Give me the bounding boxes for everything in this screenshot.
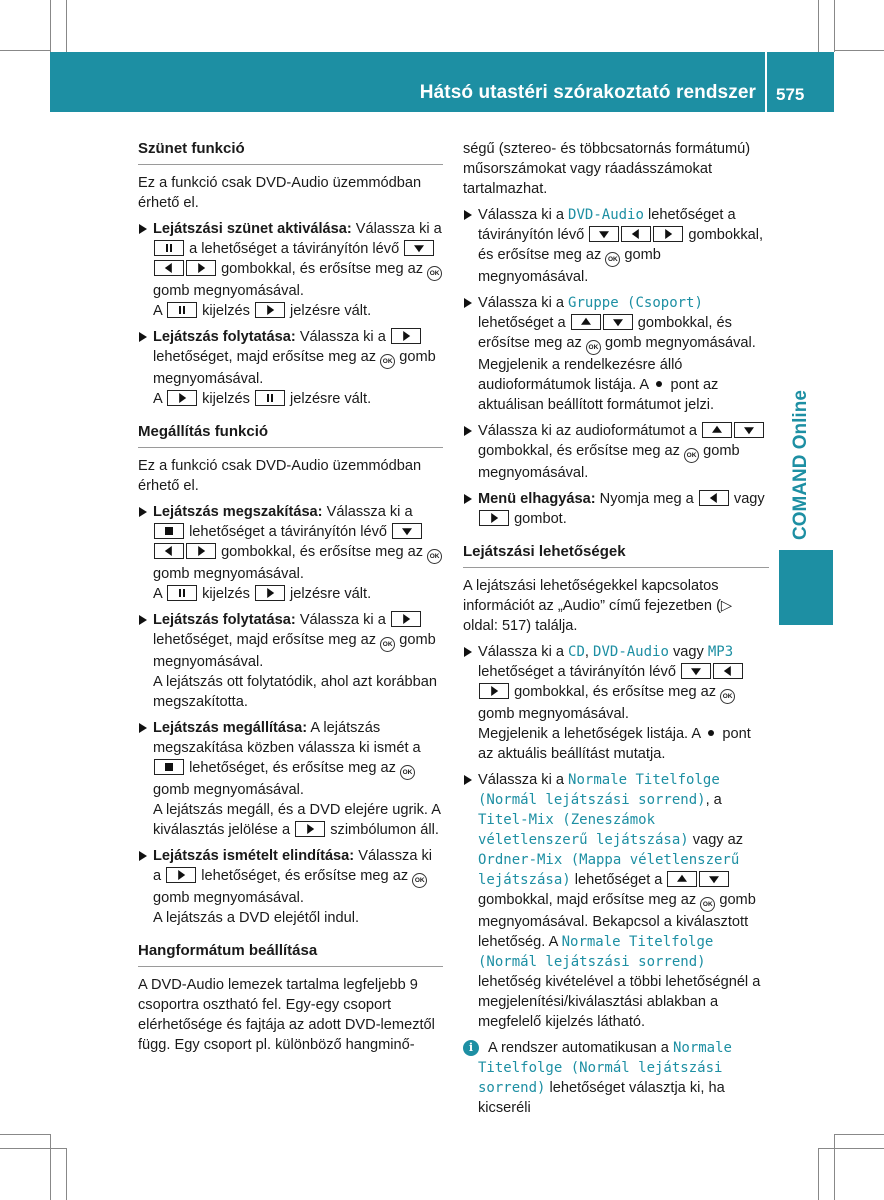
text: A: [153, 586, 162, 602]
menu-option: CD: [568, 644, 585, 660]
list-item: [138, 219, 443, 321]
text: jelzésre vált.: [290, 391, 372, 407]
ok-button-icon: OK: [412, 873, 427, 888]
right-column: [463, 139, 769, 1118]
text: gomb megnyomásával.: [153, 632, 436, 670]
text: Nyomja meg a: [599, 491, 694, 507]
list-item: [463, 421, 769, 483]
right-arrow-icon: [479, 683, 509, 699]
text: A rendszer automatikusan a: [488, 1040, 669, 1056]
section-intro: Ez a funkció csak DVD-Audio üzemmódban érhető el.: [138, 458, 422, 494]
crop-mark: [818, 1148, 819, 1200]
text: lehetőséget a: [574, 872, 663, 888]
text: gombokkal, majd erősítse meg az: [478, 892, 697, 908]
text: Válassza ki a: [299, 612, 386, 628]
right-arrow-icon: [653, 226, 683, 242]
text: lehetőséget a távirányítón lévő: [189, 524, 388, 540]
text: lehetőséget a távirányítón lévő: [478, 664, 676, 680]
pause-icon: [167, 585, 197, 601]
bullet-dot-icon: [656, 381, 662, 387]
text: gombokkal, és erősítse meg az: [221, 544, 424, 560]
pause-icon: [154, 240, 184, 256]
list-item: [138, 610, 443, 712]
menu-option: MP3: [707, 644, 734, 660]
text: A lejátszás ott folytatódik, ahol azt korábban megszakította.: [153, 674, 437, 710]
list-item: [463, 642, 769, 764]
list-item: [138, 846, 443, 928]
text: vagy az: [692, 832, 744, 848]
text: gomb megnyomásával.: [153, 566, 304, 582]
ok-button-icon: OK: [427, 549, 442, 564]
text: gombokkal, és erősítse meg az: [478, 227, 764, 263]
text: lehetőséget, és erősítse meg az: [189, 760, 396, 776]
text: Válassza ki a: [478, 644, 564, 660]
play-icon: [167, 390, 197, 406]
ok-button-icon: OK: [427, 266, 442, 281]
left-column: [138, 139, 443, 1061]
text: kijelzés: [202, 586, 250, 602]
text: Válassza ki az audioformátumot a: [478, 423, 698, 439]
section-intro: Ez a funkció csak DVD-Audio üzemmódban érhető el.: [138, 175, 422, 211]
text: gomb megnyomásával.: [604, 335, 756, 351]
text: lehetőséget, majd erősítse meg az: [153, 349, 377, 365]
up-arrow-icon: [702, 422, 732, 438]
text: Válassza ki a: [478, 295, 564, 311]
down-arrow-icon: [392, 523, 422, 539]
text: gombokkal, és erősítse meg az: [478, 315, 732, 351]
text: lehetőséget a távirányítón lévő: [478, 207, 736, 243]
menu-option: Ordner-Mix (Mappa véletlenszerű lejátszása): [478, 852, 740, 888]
text: lehetőséget, és erősítse meg az: [201, 868, 409, 884]
text: kijelzés: [202, 303, 250, 319]
text: Válassza ki a: [478, 772, 564, 788]
text: Megjelenik a lehetőségek listája. A: [478, 726, 701, 742]
text: pont az aktuálisan beállított formátumot jelzi.: [478, 377, 719, 413]
right-arrow-icon: [479, 510, 509, 526]
down-arrow-icon: [681, 663, 711, 679]
text: gombokkal, és erősítse meg az: [221, 261, 424, 277]
crop-mark: [818, 0, 819, 52]
text: szimbólumon áll.: [330, 822, 439, 838]
bullet-dot-icon: [708, 730, 714, 736]
crop-mark: [0, 50, 50, 51]
text: A lejátszás a DVD elejétől indul.: [153, 910, 360, 926]
ok-button-icon: OK: [720, 689, 735, 704]
ok-button-icon: OK: [586, 340, 601, 355]
text: gomb megnyomásával.: [478, 706, 629, 722]
section-title: Megállítás funkció: [138, 422, 443, 448]
side-chapter-label: COMAND Online: [790, 390, 811, 540]
item-label: Lejátszás folytatása:: [153, 612, 296, 628]
list-item: [463, 489, 769, 529]
crop-mark: [834, 50, 884, 51]
text: Bekapcsol a kiválasztott lehetőség. A: [478, 914, 749, 950]
right-arrow-icon: [186, 543, 216, 559]
left-arrow-icon: [154, 543, 184, 559]
play-icon: [255, 302, 285, 318]
text: lehetőség kivételével a többi lehetőségnél a megjelenítési/kiválasztási ablakban a megfelelő kijelzés látható.: [478, 974, 761, 1030]
up-arrow-icon: [571, 314, 601, 330]
list-item: [138, 502, 443, 604]
text: , a: [705, 792, 722, 808]
play-icon: [391, 328, 421, 344]
down-arrow-icon: [404, 240, 434, 256]
ok-button-icon: OK: [684, 448, 699, 463]
text: gombokkal, és erősítse meg az: [514, 684, 717, 700]
list-item: [463, 770, 769, 1032]
side-thumb-tab: [779, 550, 833, 625]
crop-mark: [834, 1134, 835, 1200]
back-arrow-icon: [699, 490, 729, 506]
item-label: Lejátszás megszakítása:: [153, 504, 323, 520]
left-arrow-icon: [154, 260, 184, 276]
list-item: [138, 718, 443, 840]
stop-icon: [154, 523, 184, 539]
text: gomb megnyomásával.: [478, 247, 661, 285]
ok-button-icon: OK: [400, 765, 415, 780]
section-title: Szünet funkció: [138, 139, 443, 165]
text: gomb megnyomásával.: [478, 892, 756, 930]
text: A lejátszás megszakítása közben válassza ki ismét a: [153, 720, 421, 756]
crop-mark: [818, 1148, 884, 1149]
page-number: 575: [776, 85, 805, 104]
play-icon: [391, 611, 421, 627]
section-intro: A lejátszási lehetőségekkel kapcsolatos információt az „Audio” című fejezetben (▷ oldal: 517) találja.: [463, 578, 733, 634]
right-arrow-icon: [186, 260, 216, 276]
text: Válassza ki a: [153, 848, 433, 884]
crop-mark: [0, 1148, 66, 1149]
up-arrow-icon: [667, 871, 697, 887]
menu-option: DVD-Audio: [593, 644, 669, 660]
text: kijelzés: [202, 391, 250, 407]
text: gomb megnyomásával.: [153, 283, 304, 299]
section-title: Lejátszási lehetőségek: [463, 542, 769, 568]
menu-option: Gruppe (Csoport): [568, 295, 703, 311]
list-item: [138, 327, 443, 409]
menu-option: Normale Titelfolge (Normál lejátszási sorrend): [478, 934, 714, 970]
text: ,: [584, 644, 589, 660]
text: A: [153, 303, 162, 319]
text: gomb megnyomásával.: [478, 443, 740, 481]
pause-icon: [167, 302, 197, 318]
text: gomb megnyomásával.: [153, 890, 304, 906]
text: jelzésre vált.: [290, 303, 372, 319]
item-label: Lejátszási szünet aktiválása:: [153, 221, 352, 237]
text: jelzésre vált.: [290, 586, 372, 602]
left-arrow-icon: [621, 226, 651, 242]
text: gomb megnyomásával.: [153, 782, 304, 798]
crop-mark: [0, 1134, 50, 1135]
pause-icon: [255, 390, 285, 406]
section-intro: A DVD-Audio lemezek tartalma legfeljebb 9 csoportra osztható fel. Egy-egy csoport elérhetősége és fajtája az adott DVD-lemeztől függ. Egy csoport pl. különböző hangminő-: [138, 977, 435, 1053]
ok-button-icon: OK: [700, 897, 715, 912]
menu-option: Normale Titelfolge (Normál lejátszási sorrend): [478, 1040, 732, 1096]
menu-option: Normale Titelfolge (Normál lejátszási sorrend): [478, 772, 720, 808]
crop-mark: [50, 0, 51, 52]
crop-mark: [834, 1134, 884, 1135]
menu-option: Titel-Mix (Zeneszámok véletlenszerű lejátszása): [478, 812, 689, 848]
text: gomb megnyomásával.: [153, 349, 436, 387]
info-note: [463, 1038, 769, 1118]
ok-button-icon: OK: [380, 637, 395, 652]
text: vagy: [733, 491, 765, 507]
page-header-title: Hátsó utastéri szórakoztató rendszer: [419, 82, 756, 103]
item-label: Lejátszás folytatása:: [153, 329, 296, 345]
text: Megjelenik a rendelkezésre álló audioformátumok listája. A: [478, 357, 683, 393]
text: a lehetőséget a távirányítón lévő: [189, 241, 400, 257]
text: gombot.: [514, 511, 567, 527]
text: Válassza ki a: [326, 504, 413, 520]
info-icon: i: [463, 1040, 479, 1056]
header-separator: [765, 52, 767, 112]
text: Válassza ki a: [478, 207, 564, 223]
text: vagy: [672, 644, 704, 660]
play-icon: [255, 585, 285, 601]
text: lehetőséget a: [478, 315, 566, 331]
crop-mark: [66, 0, 67, 52]
list-item: [463, 293, 769, 415]
text: Válassza ki a: [299, 329, 386, 345]
continued-paragraph: ségű (sztereo- és többcsatornás formátumú) műsorszámokat vagy ráadásszámokat tartalmazhat.: [463, 141, 751, 197]
down-arrow-icon: [734, 422, 764, 438]
ok-button-icon: OK: [380, 354, 395, 369]
down-arrow-icon: [589, 226, 619, 242]
text: lehetőséget választja ki, ha kicseréli: [478, 1080, 725, 1116]
text: A lejátszás megáll, és a DVD elejére ugrik. A kiválasztás jelölése a: [153, 802, 441, 838]
item-label: Menü elhagyása:: [478, 491, 596, 507]
play-icon: [166, 867, 196, 883]
menu-option: DVD-Audio: [568, 207, 644, 223]
play-icon: [295, 821, 325, 837]
crop-mark: [834, 0, 835, 52]
list-item: [463, 205, 769, 287]
down-arrow-icon: [603, 314, 633, 330]
crop-mark: [50, 1134, 51, 1200]
section-title: Hangformátum beállítása: [138, 941, 443, 967]
left-arrow-icon: [713, 663, 743, 679]
down-arrow-icon: [699, 871, 729, 887]
item-label: Lejátszás megállítása:: [153, 720, 308, 736]
stop-icon: [154, 759, 184, 775]
text: gombokkal, és erősítse meg az: [478, 443, 680, 459]
item-label: Lejátszás ismételt elindítása:: [153, 848, 355, 864]
text: lehetőséget, majd erősítse meg az: [153, 632, 377, 648]
ok-button-icon: OK: [605, 252, 620, 267]
text: A: [153, 391, 162, 407]
crop-mark: [66, 1148, 67, 1200]
text: Válassza ki a: [355, 221, 442, 237]
text: pont az aktuális beállítást mutatja.: [478, 726, 751, 762]
